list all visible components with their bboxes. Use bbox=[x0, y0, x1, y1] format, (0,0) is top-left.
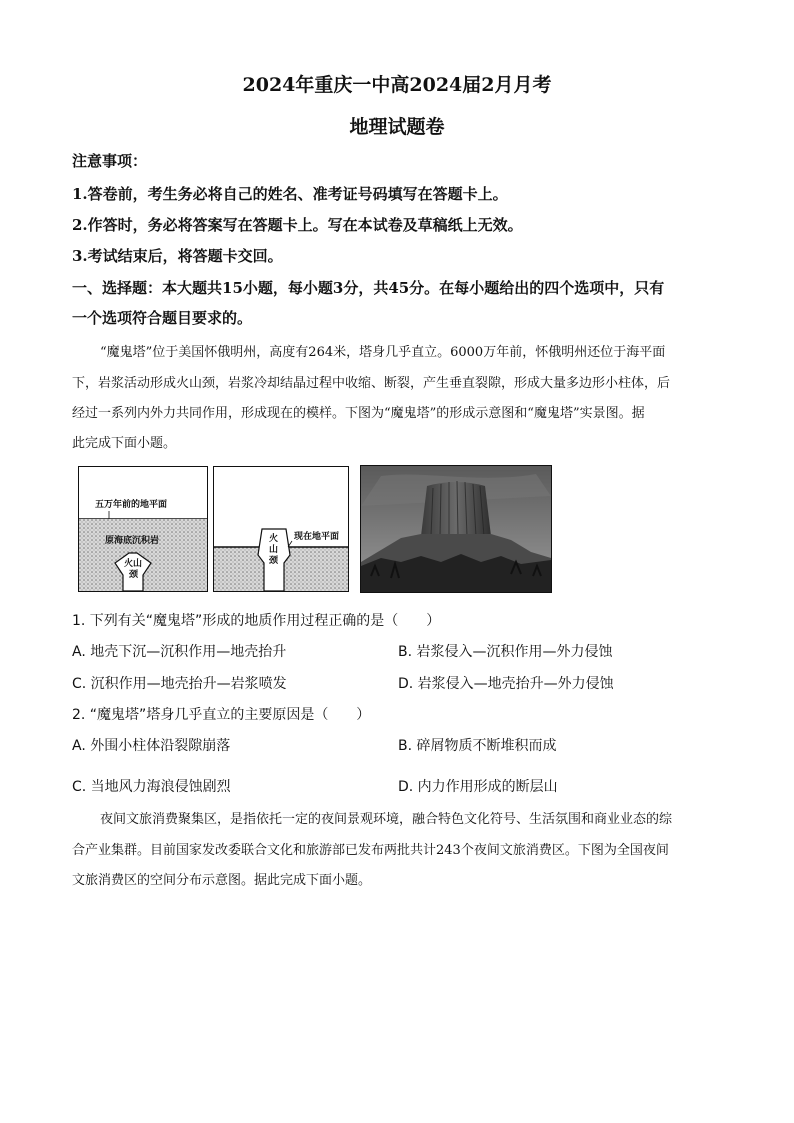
option-a[interactable]: A. 外围小柱体沿裂隙崩落 bbox=[72, 738, 231, 754]
question-stem: 1. 下列有关“魔鬼塔”形成的地质作用过程正确的是（ ） bbox=[72, 613, 441, 629]
exam-subtitle: 地理试题卷 bbox=[349, 116, 445, 138]
passage-line: 文旅消费区的空间分布示意图。据此完成下面小题。 bbox=[72, 873, 372, 888]
notice-item: 1.答卷前，考生务必将自己的姓名、准考证号码填写在答题卡上。 bbox=[72, 185, 508, 203]
panel2-ground-label: 现在地平面 bbox=[294, 532, 340, 542]
option-d[interactable]: D. 内力作用形成的断层山 bbox=[398, 779, 558, 795]
section-instruction: 一、选择题：本大题共15小题，每小题3分，共45分。在每小题给出的四个选项中，只有 bbox=[72, 279, 665, 297]
panel2-neck-label-2: 山 bbox=[269, 545, 279, 555]
option-c[interactable]: C. 当地风力海浪侵蚀剧烈 bbox=[72, 779, 231, 795]
devils-tower-photo bbox=[360, 465, 552, 593]
panel1-mid-label: 原海底沉积岩 bbox=[105, 536, 160, 546]
notice-item: 2.作答时，务必将答案写在答题卡上。写在本试卷及草稿纸上无效。 bbox=[72, 216, 523, 234]
option-a[interactable]: A. 地壳下沉—沉积作用—地壳抬升 bbox=[72, 644, 287, 660]
panel2-neck-label-1: 火 bbox=[269, 534, 279, 544]
notice-heading: 注意事项： bbox=[72, 152, 148, 170]
option-d[interactable]: D. 岩浆侵入—地壳抬升—外力侵蚀 bbox=[398, 676, 614, 692]
question-stem: 2. “魔鬼塔”塔身几乎直立的主要原因是（ ） bbox=[72, 707, 371, 723]
panel2-neck-label-3: 颈 bbox=[269, 556, 279, 566]
panel1-neck-label-2: 颈 bbox=[129, 570, 139, 580]
exam-title: 2024年重庆一中高2024届2月月考 bbox=[242, 74, 552, 96]
formation-diagram-panel-1 bbox=[78, 466, 208, 592]
panel1-neck-label-1: 火山 bbox=[124, 559, 143, 569]
passage-line: “魔鬼塔”位于美国怀俄明州，高度有264米，塔身几乎直立。6000万年前，怀俄明州还位于海平面 bbox=[100, 345, 666, 360]
passage-line: 下，岩浆活动形成火山颈，岩浆冷却结晶过程中收缩、断裂，产生垂直裂隙，形成大量多边形小柱体，后 bbox=[72, 376, 671, 391]
passage-line: 经过一系列内外力共同作用，形成现在的模样。下图为“魔鬼塔”的形成示意图和“魔鬼塔”实景图。据 bbox=[72, 406, 645, 421]
section-instruction: 一个选项符合题目要求的。 bbox=[72, 309, 253, 327]
option-c[interactable]: C. 沉积作用—地壳抬升—岩浆喷发 bbox=[72, 676, 287, 692]
notice-item: 3.考试结束后，将答题卡交回。 bbox=[72, 247, 283, 265]
formation-diagram-panel-2 bbox=[213, 466, 349, 592]
panel1-top-label: 五万年前的地平面 bbox=[95, 500, 168, 510]
passage-line: 夜间文旅消费聚集区，是指依托一定的夜间景观环境，融合特色文化符号、生活氛围和商业业态的综 bbox=[100, 812, 673, 827]
passage-line: 合产业集群。目前国家发改委联合文化和旅游部已发布两批共计243个夜间文旅消费区。下图为全国夜间 bbox=[72, 843, 669, 858]
option-b[interactable]: B. 碎屑物质不断堆积而成 bbox=[398, 738, 557, 754]
option-b[interactable]: B. 岩浆侵入—沉积作用—外力侵蚀 bbox=[398, 644, 613, 660]
passage-line: 此完成下面小题。 bbox=[72, 436, 177, 451]
